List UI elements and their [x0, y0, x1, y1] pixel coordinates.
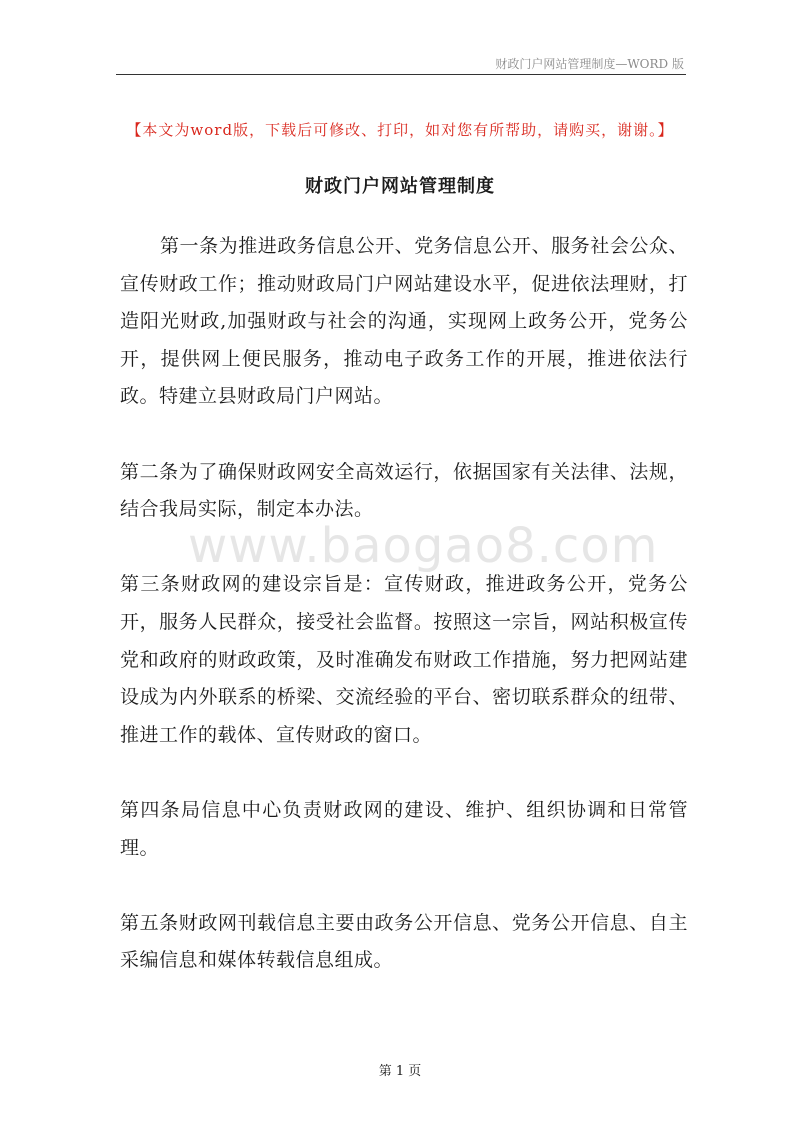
- purchase-notice: 【本文为word版，下载后可修改、打印，如对您有所帮助，请购买，谢谢。】: [126, 121, 674, 139]
- article-4-paragraph: 第四条局信息中心负责财政网的建设、维护、组织协调和日常管理。: [120, 798, 688, 859]
- paragraph-gap: [120, 529, 688, 567]
- article-5-paragraph: 第五条财政网刊载信息主要由政务公开信息、党务公开信息、自主采编信息和媒体转载信息组成。: [120, 911, 688, 972]
- page-header: [0, 0, 800, 80]
- paragraph-gap: [120, 867, 688, 905]
- article-3-paragraph: 第三条财政网的建设宗旨是：宣传财政，推进政务公开，党务公开，服务人民群众，接受社会监督。按照这一宗旨，网站积极宣传党和政府的财政政策，及时准确发布财政工作措施，努力把网站建设成为内外联系的桥梁、交流经验的平台、密切联系群众的纽带、推进工作的载体、宣传财政的窗口。: [120, 573, 688, 746]
- document-title: 财政门户网站管理制度: [305, 176, 495, 197]
- watermark: www.baogao8.com: [188, 518, 659, 574]
- header-title: 财政门户网站管理制度—WORD 版: [495, 57, 684, 71]
- document-body: [120, 228, 688, 980]
- page-number: 第 1 页: [378, 1064, 422, 1079]
- paragraph-gap: [120, 416, 688, 454]
- article-1-paragraph: 第一条为推进政务信息公开、党务信息公开、服务社会公众、宣传财政工作；推动财政局门户网站建设水平，促进依法理财，打造阳光财政,加强财政与社会的沟通，实现网上政务公开，党务公开，提供网上便民服务，推动电子政务工作的开展，推进依法行政。特建立县财政局门户网站。: [120, 235, 688, 408]
- paragraph-gap: [120, 754, 688, 792]
- header-divider: [116, 74, 686, 75]
- article-2-paragraph: 第二条为了确保财政网安全高效运行，依据国家有关法律、法规，结合我局实际，制定本办法。: [120, 460, 688, 521]
